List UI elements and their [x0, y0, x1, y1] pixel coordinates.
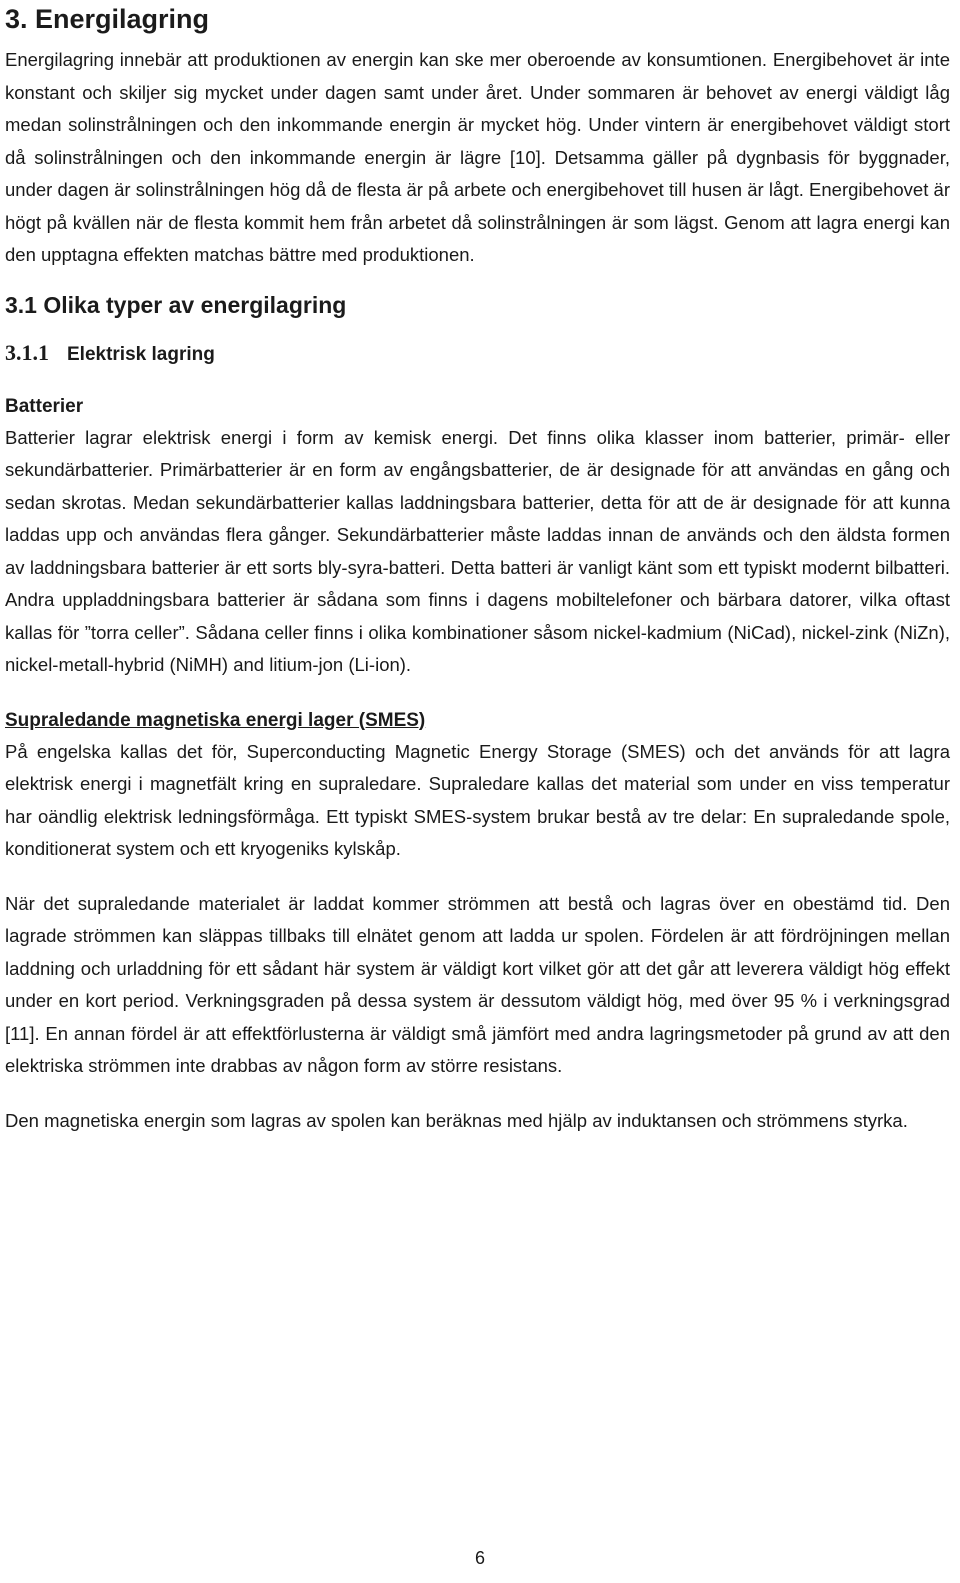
page-number: 6 [474, 1548, 485, 1568]
batterier-heading: Batterier [5, 395, 84, 417]
smes-heading: Supraledande magnetiska energi lager (SMES) [5, 709, 426, 731]
smes-paragraph-2: När det supraledande materialet är laddat kommer strömmen att bestå och lagras över en obestämd tid. Den lagrade strömmen kan släppas tillbaks till elnätet genom att ladda ur spolen. Fördelen är att fördröjningen mellan laddning och urladdning för ett sådant här system är väldigt kort vilket gör att det går att leverera väldigt hög effekt under en kort period. Verkningsgraden på dessa system är dessutom väldigt hög, med över 95 % i verkningsgrad [11]. En annan fördel är att effektförlusterna är väldigt små jämfört med andra lagringsmetoder på grund av att den elektriska strömmen inte drabbas av någon form av större resistans. [5, 892, 950, 1076]
smes-paragraph-3: Den magnetiska energin som lagras av spolen kan beräknas med hjälp av induktansen och strömmens styrka. [5, 1109, 908, 1131]
subsection-number: 3.1.1 [5, 339, 49, 365]
subsection-heading-3-1-1 [5, 338, 950, 370]
page-content [5, 0, 950, 1137]
smes-paragraph-1: På engelska kallas det för, Superconducting Magnetic Energy Storage (SMES) och det används för att lagra elektrisk energi i magnetfält kring en supraledare. Supraledare kallas det material som under en viss temperatur har oändlig elektrisk ledningsförmåga. Ett typiskt SMES-system brukar bestå av tre delar: En supraledande spole, konditionerat system och ett kryogeniks kylskåp. [5, 740, 950, 859]
intro-paragraph: Energilagring innebär att produktionen av energin kan ske mer oberoende av konsumtionen. Energibehovet är inte konstant och skiljer sig mycket under dagen samt under året. Under sommaren är behovet av energi väldigt låg medan solinstrålningen och den inkommande energin är mycket hög. Under vintern är energibehovet väldigt stort då solinstrålningen och den inkommande energin är lägre [10]. Detsamma gäller på dygnbasis för byggnader, under dagen är solinstrålningen hög då de flesta är på arbete och energibehovet till husen är lågt. Energibehovet är högt på kvällen när de flesta kommit hem från arbetet då solinstrålningen är som lägst. Genom att lagra energi kan den upptagna effekten matchas bättre med produktionen. [5, 49, 950, 265]
chapter-heading: 3. Energilagring [5, 4, 210, 34]
section-heading-3-1: 3.1 Olika typer av energilagring [5, 291, 347, 318]
subsection-title: Elektrisk lagring [67, 343, 215, 365]
batterier-paragraph: Batterier lagrar elektrisk energi i form av kemisk energi. Det finns olika klasser inom batterier, primär- eller sekundärbatterier. Primärbatterier är en form av engångsbatterier, de är designade för att användas en gång och sedan skrotas. Medan sekundärbatterier kallas laddningsbara batterier, detta för att de är designade för att kunna laddas upp och användas flera gånger. Sekundärbatterier måste laddas innan de används och den äldsta formen av laddningsbara batterier är ett sorts bly-syra-batteri. Detta batteri är vanligt känt som ett typiskt modernt bilbatteri. Andra uppladdningsbara batterier är sådana som finns i dagens mobiltelefoner och bärbara datorer, vilka oftast kallas för ”torra celler”. Sådana celler finns i olika kombinationer såsom nickel-kadmium (NiCad), nickel-zink (NiZn), nickel-metall-hybrid (NiMH) and litium-jon (Li-ion). [5, 426, 950, 675]
